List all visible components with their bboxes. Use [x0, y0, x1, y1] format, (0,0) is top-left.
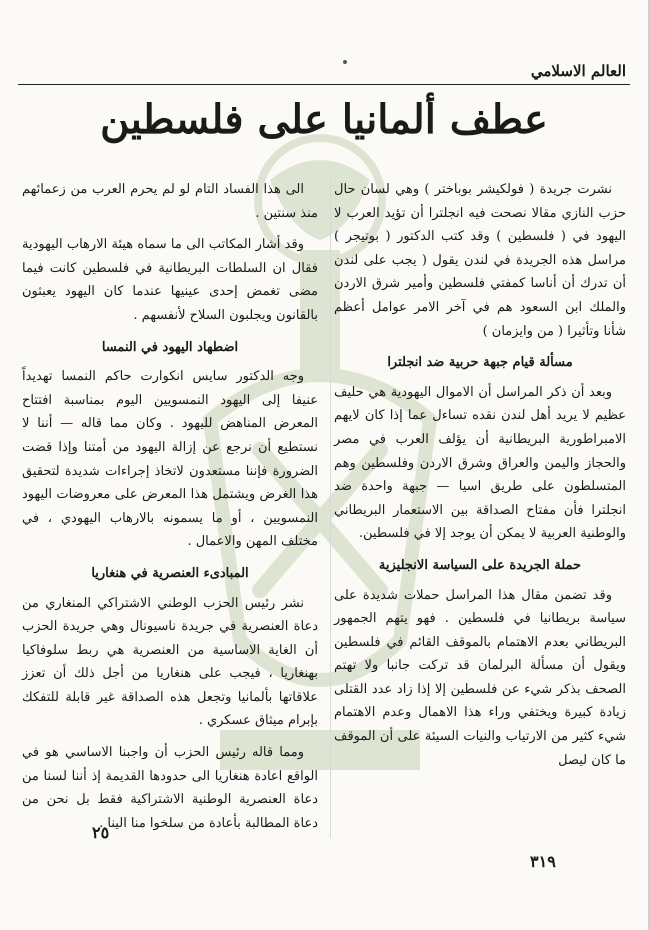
right-subheading-1: مسألة قيام جبهة حربية ضد انجلترا [387, 355, 573, 371]
left-paragraph-3: وجه الدكتور سايس انكوارت حاكم النمسا تهديداً عنيفا إلى اليهود النمسويين اليوم بمناسبة افتتاح المعرض المناهض لليهود . وكان مما قاله — أننا لا نستطيع أن نرجع عن إزالة اليهود من أمتنا وإذا قضت الضرورة فإننا مستعدون لاتخاذ إجراءات شديدة لتحقيق هذا الغرض ويشتمل هذا المعرض على معروضات اليهود النمسويين ، أو ما يسمونه بالارهاب اليهودي ، في مختلف المهن والاعمال . [22, 369, 318, 550]
header-rule [18, 84, 630, 85]
left-paragraph-1: الى هذا الفساد التام لو لم يحرم العرب من زعمائهم منذ سنتين . [22, 182, 318, 221]
page-title: عطف ألمانيا على فلسطين [100, 96, 548, 143]
left-subheading-1: اضطهاد اليهود في النمسا [101, 339, 239, 355]
right-paragraph-2: وبعد أن ذكر المراسل أن الاموال اليهودية هي حليف عظيم لا يريد أهل لندن نقده تساءل عما إذا كان لايهم الامبراطورية البريطانية أن يؤلف العرب في مصر والحجاز واليمن والعراق وشرق الاردن وفلسطين وهم المتسلطون على طريق اسيا — جبهة واحدة ضد انجلترا فأن مفتاح الصداقة بين الاستعمار البريطاني والوطنية العربية لا يمكن أن يوجد إلا في فلسطين. [334, 384, 626, 542]
column-divider [330, 178, 331, 838]
page-number-left: ٢٥ [92, 823, 110, 842]
left-column [22, 178, 318, 843]
left-paragraph-2: وقد أشار المكاتب الى ما سماه هيئة الارهاب اليهودية فقال ان السلطات البريطانية في فلسطين كانت فيما مضى تغمض إحدى عينيها عندما كان اليهود يعبثون بالقانون ويجلبون السلاح لأنفسهم . [22, 237, 318, 323]
page-number-right: ٣١٩ [530, 852, 556, 871]
staple-mark [343, 60, 347, 64]
right-paragraph-3: وقد تضمن مقال هذا المراسل حملات شديدة على سياسة بريطانيا في فلسطين . فهو يتهم الجمهور البريطاني بعدم الاهتمام بالموقف القائم في فلسطين ويقول أن مسألة البرلمان قد تركت جانبا ولا تهتم الصحف بذكر شيء عن فلسطين إلا إذا زاد عدد القتلى زيادة كبيرة ويختفي وراء هذا الاهمال وعدم الاهتمام شيء كثير من الارتياب والنيات السيئة على أن الموقف ما كان ليصل [334, 587, 626, 768]
left-paragraph-5: ومما قاله رئيس الحزب أن واجبنا الاساسي هو في الواقع اعادة هنغاريا الى حدودها القديمة إذ أننا لسنا من دعاة العنصرية الوطنية الاشتراكية فقط بل نحن من دعاة المطالبة بأعادة من سلخوا منا الينا . [22, 745, 318, 831]
right-column [334, 178, 626, 780]
left-paragraph-4: نشر رئيس الحزب الوطني الاشتراكي المنغاري من دعاة العنصرية في جريدة ناسيونال وهي جريدة الحزب أن الغاية الاساسية من العنصرية هي ربط سلوفاكيا بهنغاريا ، فيجب على هنغاريا من أجل ذلك أن تعزز علاقاتها بألمانيا وتجعل هذه الصداقة غير قابلة للتفكك بإبرام ميثاق عسكري . [22, 595, 318, 729]
right-subheading-2: حملة الجريدة على السياسة الانجليزية [378, 557, 582, 573]
left-subheading-2: المبادىء العنصرية في هنغاريا [91, 565, 249, 581]
right-paragraph-1: نشرت جريدة ( فولكيشر بوباختر ) وهي لسان حال حزب النازي مقالا نصحت فيه انجلترا أن تؤيد العرب لا اليهود في ( فلسطين ) وقد كتب الدكتور ( بوتيجر ) مراسل هذه الجريدة في لندن يقول ( يجب على لندن أن تدرك أن أناسا كمفتي فلسطين وأمير شرق الاردن والملك ابن السعود هم في آخر الامر عوامل أعظم شأنا وتأثيرا ( من وايزمان ) [334, 182, 626, 339]
section-label: العالم الاسلامي [530, 62, 626, 80]
